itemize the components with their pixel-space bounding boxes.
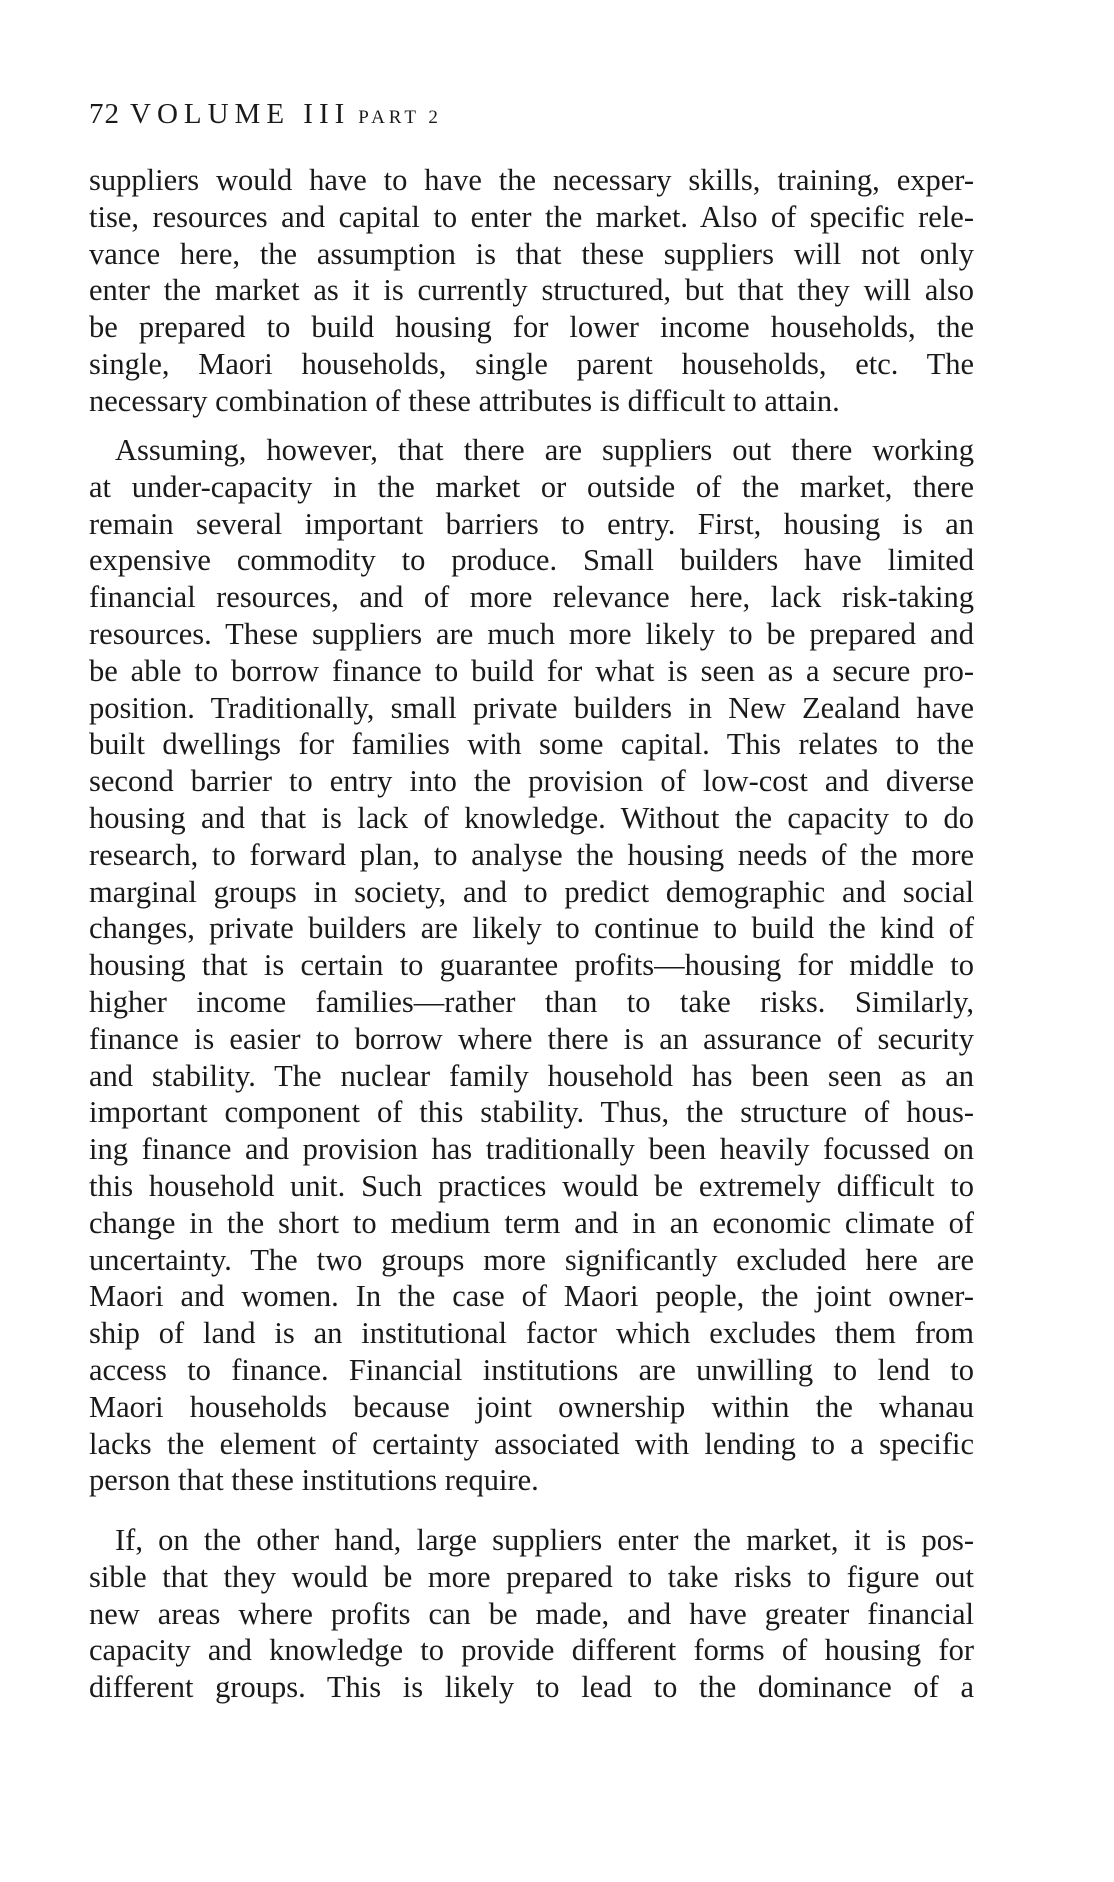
text-line: marginal groups in society, and to predict demographic and social bbox=[89, 874, 974, 909]
text-line: person that these institutions require. bbox=[89, 1463, 539, 1498]
text-line: lacks the element of certainty associated with lending to a specific bbox=[89, 1426, 974, 1461]
text-line: research, to forward plan, to analyse the housing needs of the more bbox=[89, 837, 974, 872]
text-line: sible that they would be more prepared to take risks to figure out bbox=[89, 1559, 974, 1594]
text-line: capacity and knowledge to provide different forms of housing for bbox=[89, 1633, 974, 1668]
text-line: higher income families—rather than to take risks. Similarly, bbox=[89, 984, 974, 1019]
text-line: If, on the other hand, large suppliers enter the market, it is pos- bbox=[115, 1523, 974, 1557]
text-line: be prepared to build housing for lower income households, the bbox=[89, 310, 974, 345]
text-line: second barrier to entry into the provision of low-cost and diverse bbox=[89, 764, 974, 799]
text-line: change in the short to medium term and in an economic climate of bbox=[89, 1205, 974, 1240]
running-head bbox=[89, 96, 442, 136]
volume-label: VOLUME III bbox=[130, 98, 351, 130]
text-line: built dwellings for families with some capital. This relates to the bbox=[89, 727, 974, 762]
text-line: be able to borrow finance to build for what is seen as a secure pro- bbox=[89, 653, 974, 688]
text-line: new areas where profits can be made, and have greater financial bbox=[89, 1596, 974, 1631]
text-line: at under-capacity in the market or outside of the market, there bbox=[89, 469, 974, 504]
text-line: housing and that is lack of knowledge. Without the capacity to do bbox=[89, 800, 974, 835]
paragraph-3 bbox=[89, 1522, 974, 1706]
text-line: ing finance and provision has traditionally been heavily focussed on bbox=[89, 1132, 974, 1167]
text-line: Assuming, however, that there are suppliers out there working bbox=[115, 433, 974, 467]
text-line: vance here, the assumption is that these suppliers will not only bbox=[89, 236, 974, 271]
text-line: changes, private builders are likely to continue to build the kind of bbox=[89, 911, 974, 946]
page-number: 72 bbox=[89, 98, 120, 130]
text-line: necessary combination of these attributes is difficult to attain. bbox=[89, 383, 840, 418]
paragraph-1 bbox=[89, 162, 974, 420]
paragraph-2 bbox=[89, 432, 974, 1499]
text-line: uncertainty. The two groups more significantly excluded here are bbox=[89, 1242, 974, 1277]
text-line: and stability. The nuclear family household has been seen as an bbox=[89, 1058, 974, 1093]
text-line: enter the market as it is currently structured, but that they will also bbox=[89, 273, 974, 308]
text-line: this household unit. Such practices would be extremely difficult to bbox=[89, 1168, 974, 1203]
text-line: tise, resources and capital to enter the market. Also of specific rele- bbox=[89, 199, 974, 234]
text-line: Maori households because joint ownership within the whanau bbox=[89, 1389, 974, 1424]
text-line: housing that is certain to guarantee profits—housing for middle to bbox=[89, 948, 974, 983]
text-line: resources. These suppliers are much more likely to be prepared and bbox=[89, 616, 974, 651]
part-label: PART 2 bbox=[358, 107, 442, 128]
text-line: finance is easier to borrow where there is an assurance of security bbox=[89, 1021, 974, 1056]
text-line: important component of this stability. Thus, the structure of hous- bbox=[89, 1095, 974, 1130]
text-line: remain several important barriers to entry. First, housing is an bbox=[89, 506, 974, 541]
text-line: ship of land is an institutional factor which excludes them from bbox=[89, 1316, 974, 1351]
text-line: single, Maori households, single parent households, etc. The bbox=[89, 346, 974, 381]
text-line: access to finance. Financial institutions are unwilling to lend to bbox=[89, 1352, 974, 1387]
text-line: financial resources, and of more relevance here, lack risk-taking bbox=[89, 580, 974, 615]
text-line: different groups. This is likely to lead to the dominance of a bbox=[89, 1670, 974, 1705]
text-line: expensive commodity to produce. Small builders have limited bbox=[89, 543, 974, 578]
text-line: position. Traditionally, small private builders in New Zealand have bbox=[89, 690, 974, 725]
text-line: Maori and women. In the case of Maori people, the joint owner- bbox=[89, 1279, 974, 1314]
text-line: suppliers would have to have the necessary skills, training, exper- bbox=[89, 163, 974, 197]
